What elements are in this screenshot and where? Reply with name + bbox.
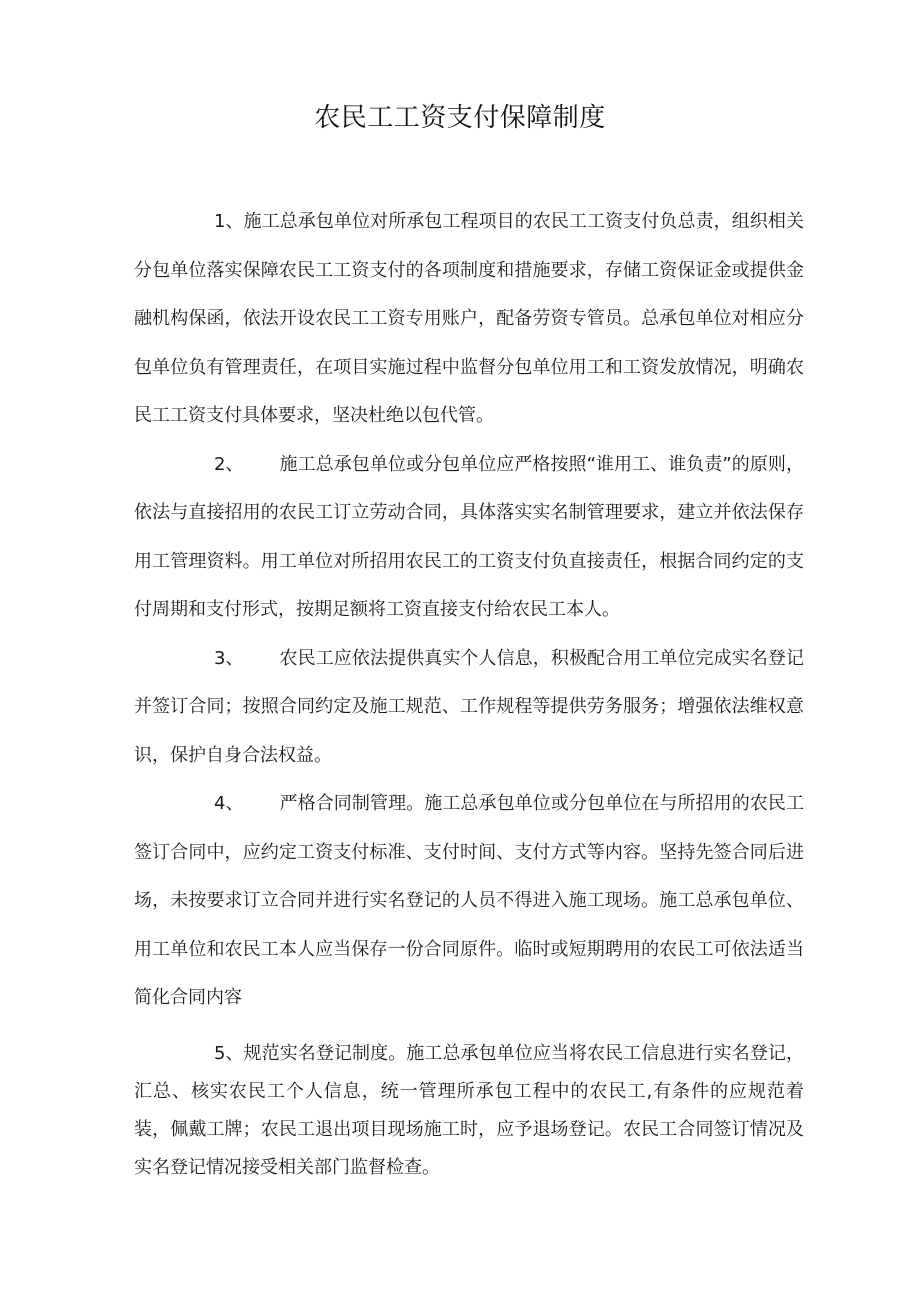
paragraph-1 xyxy=(134,198,804,441)
paragraph-3 xyxy=(134,635,804,781)
paragraph-text: 施工总承包单位对所承包工程项目的农民工工资支付负总责，组织相关分包单位落实保障农民工工资支付的各项制度和措施要求，存储工资保证金或提供金融机构保函，依法开设农民工工资专用账户，配备劳资专管员。总承包单位对相应分包单位负有管理责任，在项目实施过程中监督分包单位用工和工资发放情况，明确农民工工资支付具体要求，坚决杜绝以包代管。 xyxy=(134,211,804,426)
paragraph-text: 农民工应依法提供真实个人信息，积极配合用工单位完成实名登记并签订合同；按照合同约定及施工规范、工作规程等提供劳务服务；增强依法维权意识，保护自身合法权益。 xyxy=(134,647,804,766)
paragraph-number: 2、 xyxy=(214,453,244,475)
paragraph-number: 4、 xyxy=(214,793,244,814)
document-body xyxy=(134,198,804,1187)
paragraph-text: 规范实名登记制度。施工总承包单位应当将农民工信息进行实名登记，汇总、核实农民工个人信息，统一管理所承包工程中的农民工,有条件的应规范着装，佩戴工牌；农民工退出项目现场施工时，应予退场登记。农民工合同签订情况及实名登记情况接受相关部门监督检查。 xyxy=(134,1042,804,1178)
paragraph-5 xyxy=(134,1035,804,1187)
paragraph-number: 5、 xyxy=(214,1042,244,1064)
document-title: 农民工工资支付保障制度 xyxy=(314,103,606,133)
paragraph-text: 施工总承包单位或分包单位应严格按照“谁用工、谁负责”的原则，依法与直接招用的农民工订立劳动合同，具体落实实名制管理要求，建立并依法保存用工管理资料。用工单位对所招用农民工的工资支付负直接责任，根据合同约定的支付周期和支付形式，按期足额将工资直接支付给农民工本人。 xyxy=(134,453,804,620)
paragraph-2 xyxy=(134,441,804,635)
paragraph-number: 3、 xyxy=(214,647,244,669)
paragraph-4 xyxy=(134,780,804,1023)
paragraph-text: 严格合同制管理。施工总承包单位或分包单位在与所招用的农民工签订合同中，应约定工资支付标准、支付时间、支付方式等内容。坚持先签合同后进场，未按要求订立合同并进行实名登记的人员不得进入施工现场。施工总承包单位、用工单位和农民工本人应当保存一份合同原件。临时或短期聘用的农民工可依法适当简化合同内容 xyxy=(134,793,804,1008)
paragraph-number: 1、 xyxy=(214,211,244,232)
